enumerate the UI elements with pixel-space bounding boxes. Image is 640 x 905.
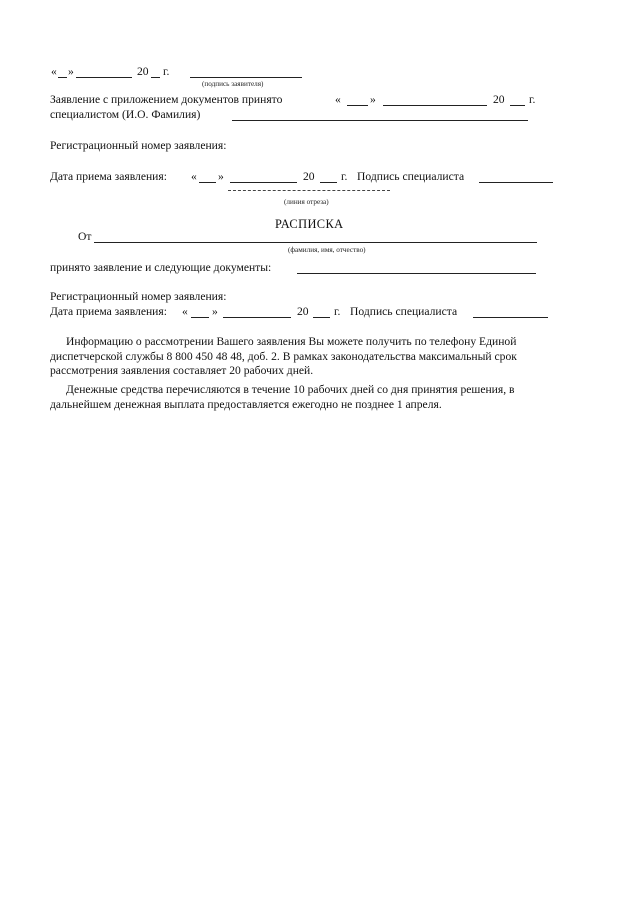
cut-line-caption: (линия отреза) (284, 198, 329, 206)
receipt-date-label: Дата приема заявления: (50, 170, 167, 183)
header-year-suffix: г. (163, 65, 170, 78)
applicant-signature-caption: (подпись заявителя) (202, 80, 264, 88)
receipt-close-quote: » (212, 305, 218, 318)
receipt-title: РАСПИСКА (275, 217, 344, 231)
receipt-month-line (223, 317, 291, 318)
specialist-name-label: специалистом (И.О. Фамилия) (50, 108, 201, 121)
acceptance-day-line (347, 105, 368, 106)
receipt-year-prefix: 20 (297, 305, 309, 318)
info-paragraph-1-line-1: Информацию о рассмотрении Вашего заявления Вы можете получить по телефону Единой (66, 335, 517, 348)
cut-line (228, 190, 390, 191)
info-paragraph-2-line-1: Денежные средства перечисляются в течение 10 рабочих дней со дня принятия решения, в (66, 383, 515, 396)
receipt-date-signature-line (479, 182, 553, 183)
receipt-signature-label: Подпись специалиста (350, 305, 458, 318)
header-close-quote: » (68, 65, 74, 78)
header-open-quote: « (51, 65, 57, 78)
acceptance-year-suffix: г. (529, 93, 536, 106)
receipt-year-line (313, 317, 330, 318)
receipt-name-line (94, 242, 537, 243)
receipt-date-signature-label: Подпись специалиста (357, 170, 465, 183)
receipt-date-day-line (199, 182, 216, 183)
acceptance-year-line (510, 105, 525, 106)
receipt-signature-line (473, 317, 548, 318)
receipt-name-caption: (фамилия, имя, отчество) (288, 246, 366, 254)
info-paragraph-1-line-2: диспетчерской службы 8 800 450 48 48, доб. 2. В рамках законодательства максимальный срок (50, 350, 517, 363)
info-paragraph-2-line-2: дальнейшем денежная выплата предоставляется ежегодно не позднее 1 апреля. (50, 398, 442, 411)
specialist-name-line (232, 120, 528, 121)
receipt-open-quote: « (182, 305, 188, 318)
receipt-date-close-quote: » (218, 170, 224, 183)
receipt-date-open-quote: « (191, 170, 197, 183)
receipt-date-year-prefix: 20 (303, 170, 315, 183)
acceptance-text: Заявление с приложением документов принято (50, 93, 283, 106)
receipt-date-month-line (230, 182, 297, 183)
receipt-registration-label: Регистрационный номер заявления: (50, 290, 227, 303)
info-paragraph-1-line-3: рассмотрения заявления составляет 20 рабочих дней. (50, 364, 314, 377)
receipt-date-label-lower: Дата приема заявления: (50, 305, 167, 318)
receipt-documents-line (297, 273, 536, 274)
acceptance-close-quote: » (370, 93, 376, 106)
applicant-signature-line (190, 77, 302, 78)
receipt-from-label: От (78, 230, 92, 243)
registration-label: Регистрационный номер заявления: (50, 139, 227, 152)
receipt-date-year-suffix: г. (341, 170, 348, 183)
receipt-day-line (191, 317, 209, 318)
header-year-line (151, 77, 160, 78)
receipt-date-year-line (320, 182, 337, 183)
acceptance-open-quote: « (335, 93, 341, 106)
acceptance-month-line (383, 105, 487, 106)
header-year-prefix: 20 (137, 65, 149, 78)
receipt-accepted-label: принято заявление и следующие документы: (50, 261, 272, 274)
acceptance-year-prefix: 20 (493, 93, 505, 106)
header-month-line (76, 77, 132, 78)
header-day-line (58, 77, 67, 78)
receipt-year-suffix: г. (334, 305, 341, 318)
